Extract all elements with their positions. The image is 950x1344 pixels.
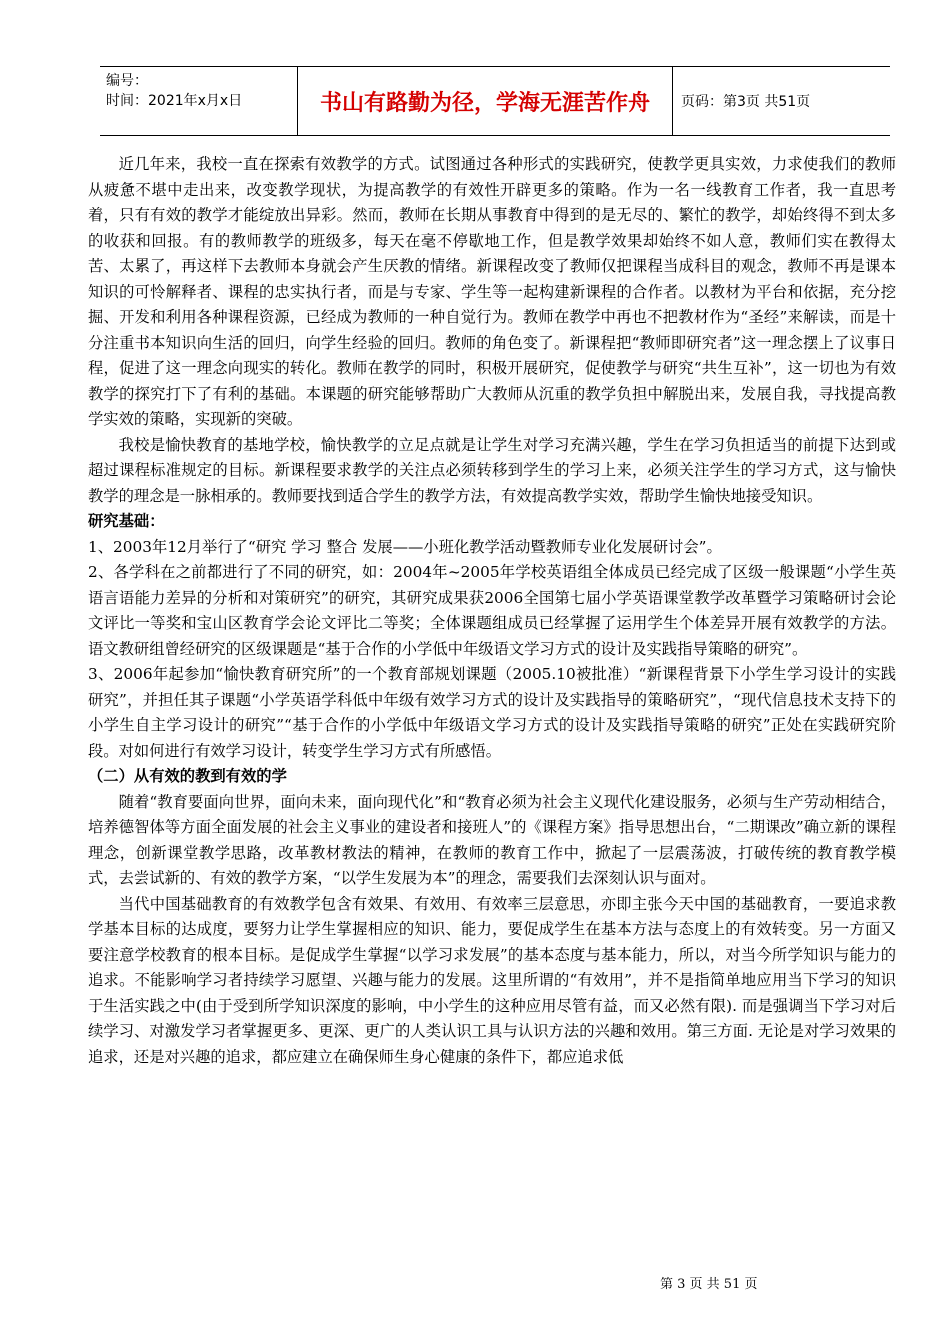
page-header [100, 66, 890, 136]
paragraph-effective-teaching: 当代中国基础教育的有效教学包含有效果、有效用、有效率三层意思，亦即主张今天中国的基础教育，一要追求教学基本目标的达成度，要努力让学生掌握相应的知识、能力，要促成学生在基本方法与态度上的有效转变。另一方面又要注意学校教育的根本目标。是促成学生掌握“以学习求发展”的基本态度与基本能力，所以，对当今所学知识与能力的追求。不能影响学习者持续学习愿望、兴趣与能力的发展。这里所谓的“有效用”，并不是指简单地应用当下学习的知识于生活实践之中(由于受到所学知识深度的影响，中小学生的这种应用尽管有益，而又必然有限). 而是强调当下学习对后续学习、对激发学习者掌握更多、更深、更广的人类认识工具与认识方法的兴趣和效用。第三方面. 无论是对学习效果的追求，还是对兴趣的追求，都应建立在确保师生身心健康的条件下，都应追求低 [88, 894, 896, 1066]
research-item-1: 1、2003年12月举行了“研究 学习 整合 发展——小班化教学活动暨教师专业化发展研讨会”。 [88, 537, 722, 556]
paragraph-happy-education: 我校是愉快教育的基地学校，愉快教学的立足点就是让学生对学习充满兴趣，学生在学习负担适当的前提下达到或超过课程标准规定的目标。新课程要求教学的关注点必须转移到学生的学习上来，必须关注学生的学习方式，这与愉快教学的理念是一脉相承的。教师要找到适合学生的教学方法，有效提高教学实效，帮助学生愉快地接受知识。 [88, 435, 896, 505]
paragraph-intro: 近几年来，我校一直在探索有效教学的方式。试图通过各种形式的实践研究，使教学更具实效，力求使我们的教师从疲惫不堪中走出来，改变教学现状，为提高教学的有效性开辟更多的策略。作为一名一线教育工作者，我一直思考着，只有有效的教学才能绽放出异彩。然而，教师在长期从事教育中得到的是无尽的、繁忙的教学，却始终得不到太多的收获和回报。有的教师教学的班级多，每天在毫不停歇地工作，但是教学效果却始终不如人意，教师们实在教得太苦、太累了，再这样下去教师本身就会产生厌教的情绪。新课程改变了教师仅把课程当成科目的观念，教师不再是课本知识的可怜解释者、课程的忠实执行者，而是与专家、学生等一起构建新课程的合作者。以教材为平台和依据，充分挖掘、开发和利用各种课程资源，已经成为教师的一种自觉行为。教师在教学中再也不把教材作为“圣经”来解读，而是十分注重书本知识向生活的回归，向学生经验的回归。教师的角色变了。新课程把“教师即研究者”这一理念摆上了议事日程，促进了这一理念向现实的转化。教师在教学的同时，积极开展研究，促使教学与研究“共生互补”，这一切也为有效教学的探究打下了有利的基础。本课题的研究能够帮助广大教师从沉重的教学负担中解脱出来，发展自我，寻找提高教学实效的策略，实现新的突破。 [88, 155, 896, 428]
research-item-3: 3、2006年起参加“愉快教育研究所”的一个教育部规划课题（2005.10被批准）“新课程背景下小学生学习设计的实践研究”，并担任其子课题“小学英语学科低中年级有效学习方式的设计及实践指导的策略研究”，“现代信息技术支持下的小学生自主学习设计的研究”“基于合作的小学低中年级语文学习方式的设计及实践指导策略的研究”正处在实践研究阶段。对如何进行有效学习设计，转变学生学习方式有所感悟。 [88, 665, 896, 760]
research-item-2: 2、各学科在之前都进行了不同的研究，如：2004年~2005年学校英语组全体成员已经完成了区级一般课题“小学生英语言语能力差异的分析和对策研究”的研究，其研究成果获2006全国第七届小学英语课堂教学改革暨学习策略研讨会论文评比一等奖和宝山区教育学会论文评比二等奖；全体课题组成员已经掌握了运用学生个体差异开展有效教学的方法。语文教研组曾经研究的区级课题是“基于合作的小学低中年级语文学习方式的设计及实践指导策略的研究”。 [88, 563, 896, 658]
header-meta [100, 67, 298, 135]
research-basis-heading: 研究基础： [88, 512, 165, 530]
paragraph-reform: 随着“教育要面向世界，面向未来，面向现代化”和“教育必须为社会主义现代化建设服务，必须与生产劳动相结合，培养德智体等方面全面发展的社会主义事业的建设者和接班人”的《课程方案》指导思想出台，“二期课改”确立新的课程理念，创新课堂教学思路，改革教材教法的精神，在教师的教育工作中，掀起了一层震荡波，打破传统的教育教学模式，去尝试新的、有效的教学方案，“以学生发展为本”的理念，需要我们去深刻认识与面对。 [88, 792, 896, 887]
header-motto: 书山有路勤为径，学海无涯苦作舟 [298, 67, 673, 135]
document-body [88, 152, 896, 1070]
section-2-heading: （二）从有效的教到有效的学 [88, 767, 287, 785]
header-page-label: 页码：第3页 共51页 [681, 94, 811, 110]
page-footer: 第 3 页 共 51 页 [660, 1277, 758, 1292]
time-label: 时间：2021年x月x日 [106, 93, 243, 109]
number-label: 编号： [106, 73, 148, 89]
